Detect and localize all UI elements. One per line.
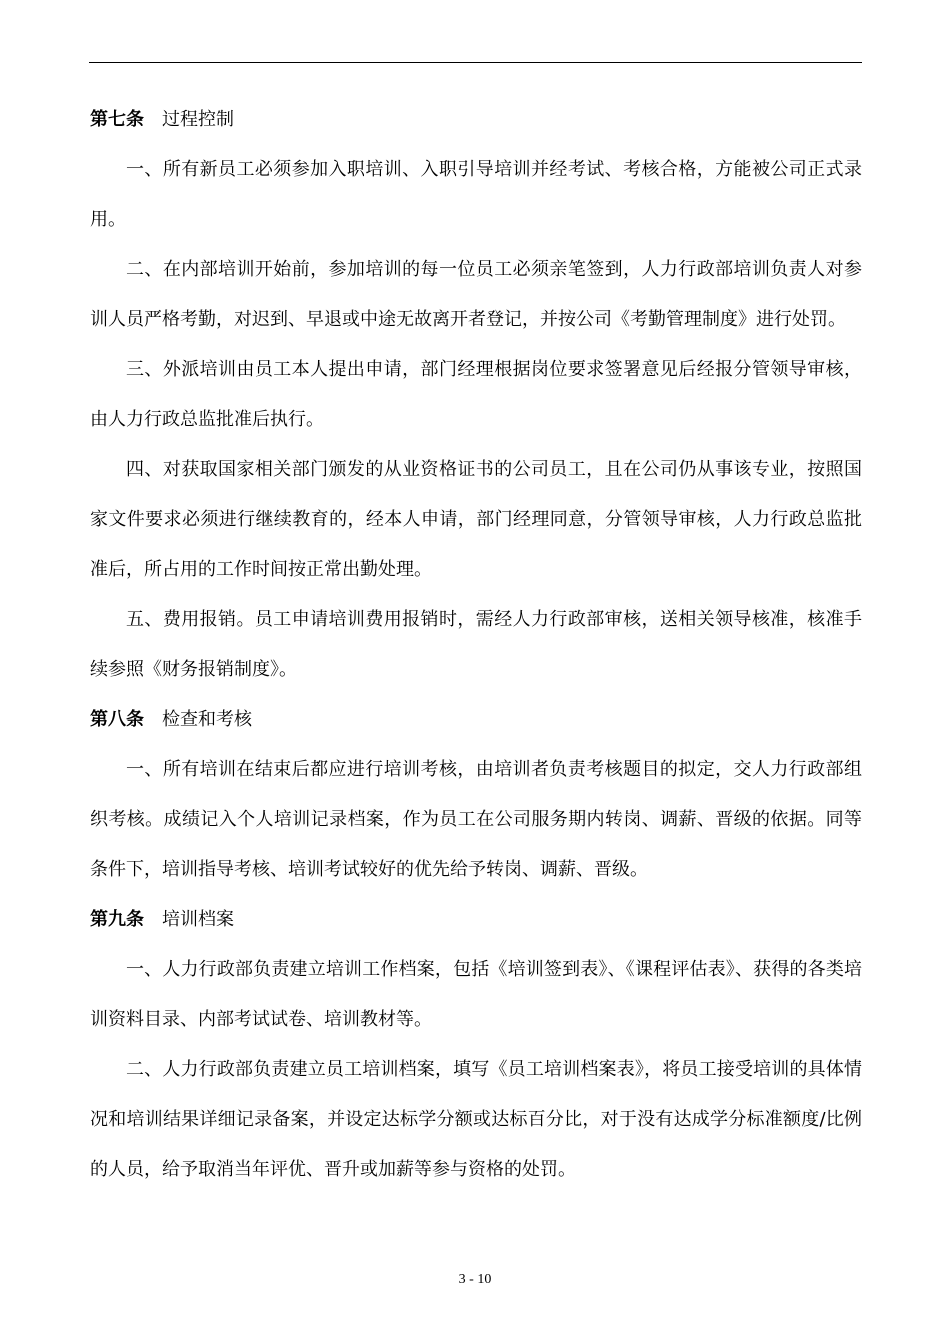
article-number: 第七条: [90, 109, 144, 130]
document-body: [90, 95, 862, 1195]
clause-paragraph: 二、人力行政部负责建立员工培训档案，填写《员工培训档案表》，将员工接受培训的具体情况和培训结果详细记录备案，并设定达标学分额或达标百分比，对于没有达成学分标准额度/比例的人员，给予取消当年评优、晋升或加薪等参与资格的处罚。: [90, 1059, 862, 1180]
article-title: 过程控制: [162, 109, 234, 130]
article-number: 第八条: [90, 709, 144, 730]
article-heading: [90, 695, 862, 745]
page-number: 3 - 10: [458, 1272, 492, 1287]
clause-paragraph: 二、在内部培训开始前，参加培训的每一位员工必须亲笔签到，人力行政部培训负责人对参训人员严格考勤，对迟到、早退或中途无故离开者登记，并按公司《考勤管理制度》进行处罚。: [90, 259, 862, 330]
article-heading: [90, 895, 862, 945]
article-heading: [90, 95, 862, 145]
article-number: 第九条: [90, 909, 144, 930]
article-9: [90, 895, 862, 1195]
clause-paragraph: 三、外派培训由员工本人提出申请，部门经理根据岗位要求签署意见后经报分管领导审核，由人力行政总监批准后执行。: [90, 359, 862, 430]
clause-paragraph: 四、对获取国家相关部门颁发的从业资格证书的公司员工，且在公司仍从事该专业，按照国家文件要求必须进行继续教育的，经本人申请，部门经理同意，分管领导审核，人力行政总监批准后，所占用的工作时间按正常出勤处理。: [90, 459, 862, 580]
article-7: [90, 95, 862, 695]
clause-paragraph: 一、所有新员工必须参加入职培训、入职引导培训并经考试、考核合格，方能被公司正式录用。: [90, 159, 862, 230]
article-8: [90, 695, 862, 895]
article-title: 培训档案: [162, 909, 234, 930]
clause-paragraph: 五、费用报销。员工申请培训费用报销时，需经人力行政部审核，送相关领导核准，核准手续参照《财务报销制度》。: [90, 609, 862, 680]
article-title: 检查和考核: [162, 709, 252, 730]
header-rule: [89, 62, 862, 63]
clause-paragraph: 一、所有培训在结束后都应进行培训考核，由培训者负责考核题目的拟定，交人力行政部组织考核。成绩记入个人培训记录档案，作为员工在公司服务期内转岗、调薪、晋级的依据。同等条件下，培训指导考核、培训考试较好的优先给予转岗、调薪、晋级。: [90, 759, 862, 880]
clause-paragraph: 一、人力行政部负责建立培训工作档案，包括《培训签到表》、《课程评估表》、获得的各类培训资料目录、内部考试试卷、培训教材等。: [90, 959, 862, 1030]
